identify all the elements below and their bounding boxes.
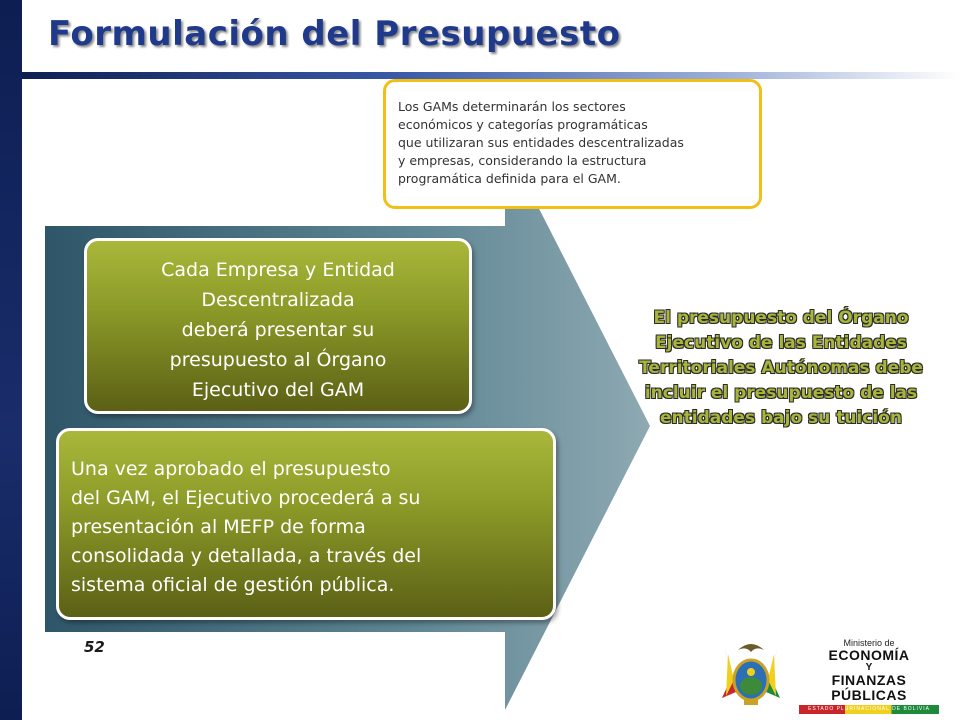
step-box-executive-text: Una vez aprobado el presupuesto del GAM, el Ejecutivo procederá a su presentación al MEFP de forma consolidada y detallada, a través del sistema oficial de gestión pública. xyxy=(71,458,422,596)
coat-of-arms-icon xyxy=(716,636,786,716)
logo-line-3: Y xyxy=(865,662,873,673)
logo-line-1: Ministerio de xyxy=(843,638,895,648)
logo-line-5: ESTADO PLURINACIONAL DE BOLIVIA xyxy=(808,706,930,712)
logo-line-2: ECONOMÍA xyxy=(828,647,910,663)
ministry-wordmark xyxy=(794,638,944,714)
ministry-logo xyxy=(716,636,946,716)
conclusion-text: El presupuesto del Órgano Ejecutivo de las Entidades Territoriales Autónomas debe incluir el presupuesto de las entidades bajo su tuición xyxy=(639,308,923,428)
step-box-entities xyxy=(84,238,472,414)
page-number: 52 xyxy=(84,638,105,656)
note-box: Los GAMs determinarán los sectores económicos y categorías programáticas que utilizaran sus entidades descentralizadas y empresas, considerando la estructura programática definida para el GAM. xyxy=(383,79,762,209)
page-title: Formulación del Presupuesto xyxy=(48,14,621,54)
step-box-executive xyxy=(56,428,556,620)
logo-strip xyxy=(799,705,939,714)
logo-line-4: FINANZAS PÚBLICAS xyxy=(831,672,907,703)
step-box-entities-text: Cada Empresa y Entidad Descentralizada deberá presentar su presupuesto al Órgano Ejecutivo del GAM xyxy=(161,259,395,401)
